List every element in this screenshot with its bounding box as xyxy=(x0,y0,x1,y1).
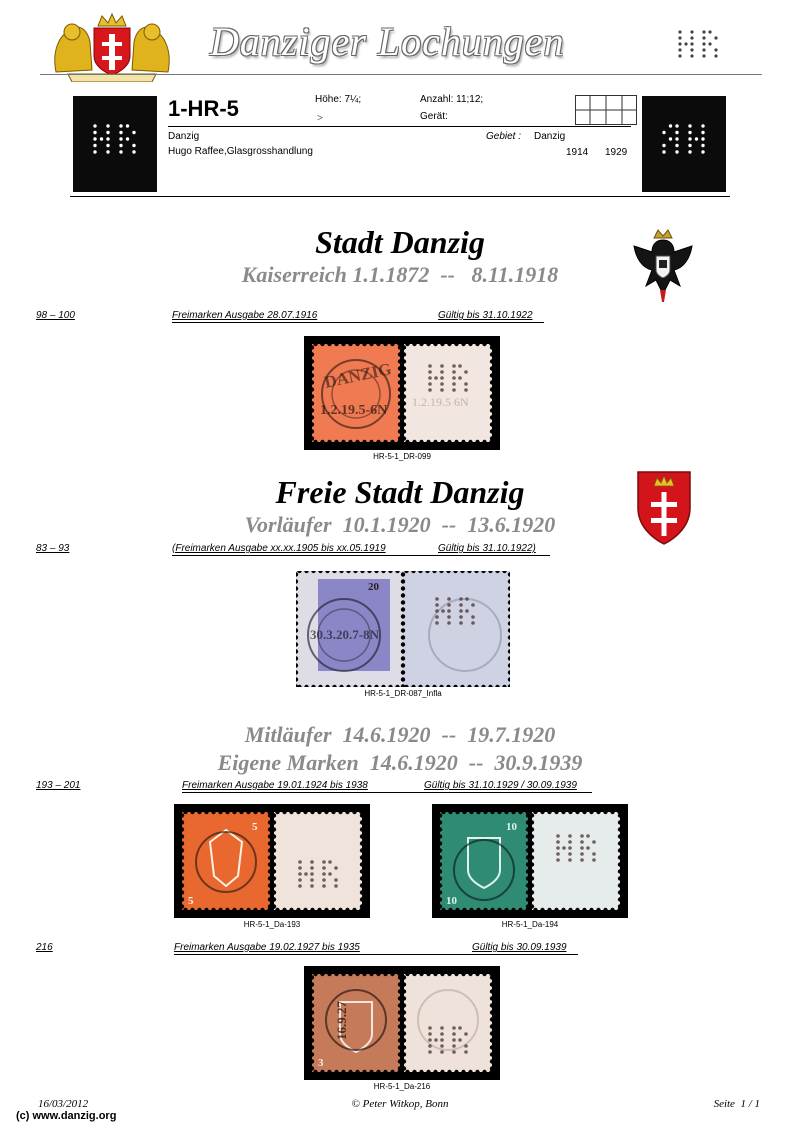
stamp-front-1 xyxy=(312,344,400,442)
stamp-pair-1 xyxy=(304,336,500,450)
stamp-pair-4 xyxy=(432,804,628,918)
stamp-back-1 xyxy=(404,344,492,442)
stamp-back-5 xyxy=(404,974,492,1072)
underline-3 xyxy=(182,792,592,793)
company-label: Hugo Raffee,Glasgrosshandlung xyxy=(168,146,313,157)
section-line-mitlaeufer: Mitläufer 14.6.1920 -- 19.7.1920 xyxy=(244,722,556,747)
catalog-range-4: 216 xyxy=(36,942,53,953)
issue-text-2: (Freimarken Ausgabe xx.xx.1905 bis xx.05.1919 xyxy=(172,543,386,554)
section-title-stadt: Stadt Danzig xyxy=(315,224,485,260)
issue-text-3: Freimarken Ausgabe 19.01.1924 bis 1938 xyxy=(182,780,368,791)
stamp-caption-5: HR-5-1_Da-216 xyxy=(373,1082,431,1091)
card-bottom-rule xyxy=(70,196,730,197)
svg-text:1.2.19.5-6N: 1.2.19.5-6N xyxy=(320,403,388,418)
footer-site: (c) www.danzig.org xyxy=(16,1110,117,1122)
stamp-caption-2: HR-5-1_DR-087_Infla xyxy=(364,689,442,698)
underline-4 xyxy=(174,954,578,955)
issue-text-1: Freimarken Ausgabe 28.07.1916 xyxy=(172,310,318,321)
section-subtitle-freie: Vorläufer 10.1.1920 -- 13.6.1920 xyxy=(244,512,556,537)
underline-1 xyxy=(172,322,544,323)
device-label: Gerät: xyxy=(420,111,448,122)
valid-text-2: Gültig bis 31.10.1922) xyxy=(438,543,536,554)
stamp-front-2 xyxy=(296,571,403,687)
arrow-marker: > xyxy=(317,113,323,124)
svg-text:5: 5 xyxy=(188,895,194,907)
svg-text:3: 3 xyxy=(318,1057,324,1069)
stamp-front-5 xyxy=(312,974,400,1072)
count-label: Anzahl: 11;12; xyxy=(420,94,484,105)
underline-2 xyxy=(172,555,550,556)
svg-text:30.3.20.7-8N: 30.3.20.7-8N xyxy=(310,627,379,642)
stamp-back-4 xyxy=(532,812,620,910)
perfin-image-front xyxy=(73,96,157,192)
region-value: Danzig xyxy=(534,131,566,142)
svg-text:16.9.27: 16.9.27 xyxy=(334,1001,349,1040)
year-from: 1914 xyxy=(566,147,589,158)
valid-text-1: Gültig bis 31.10.1922 xyxy=(438,310,533,321)
svg-text:10: 10 xyxy=(446,895,457,907)
valid-text-4: Gültig bis 30.09.1939 xyxy=(472,942,567,953)
stamp-caption-4: HR-5-1_Da-194 xyxy=(501,920,559,929)
card-divider xyxy=(168,126,631,127)
footer-author: © Peter Witkop, Bonn xyxy=(351,1098,449,1110)
stamp-caption-1: HR-5-1_DR-099 xyxy=(373,452,431,461)
section-subtitle-stadt: Kaiserreich 1.1.1872 -- 8.11.1918 xyxy=(241,262,559,287)
catalog-range-1: 98 – 100 xyxy=(36,310,75,321)
danzig-lions-crest xyxy=(48,12,176,82)
year-to: 1929 xyxy=(605,147,628,158)
svg-text:5: 5 xyxy=(252,821,258,833)
stamp-back-2 xyxy=(403,571,510,687)
footer-date: 16/03/2012 xyxy=(38,1098,89,1110)
perfin-grid-box xyxy=(575,95,637,125)
region-label: Gebiet : xyxy=(486,131,522,142)
danzig-shield-icon xyxy=(636,468,692,546)
valid-text-3: Gültig bis 31.10.1929 / 30.09.1939 xyxy=(424,780,577,791)
svg-text:10: 10 xyxy=(506,821,517,833)
footer-page: Seite 1 / 1 xyxy=(713,1098,760,1110)
catalog-range-3: 193 – 201 xyxy=(36,780,81,791)
perfin-mark-icon xyxy=(676,28,722,60)
stamp-front-3 xyxy=(182,812,270,910)
svg-text:1.2.19.5 6N: 1.2.19.5 6N xyxy=(412,395,469,409)
stamp-pair-2 xyxy=(296,571,510,687)
postmark-text-1: DANZIG xyxy=(322,359,394,392)
height-label: Höhe: 7¼; xyxy=(315,94,362,105)
city-label: Danzig xyxy=(168,131,200,142)
header-rule-left xyxy=(40,74,50,75)
section-title-freie: Freie Stadt Danzig xyxy=(275,474,525,510)
imperial-eagle-icon xyxy=(630,228,696,304)
catalog-range-2: 83 – 93 xyxy=(36,543,70,554)
stamp-front-4 xyxy=(440,812,528,910)
issue-text-4: Freimarken Ausgabe 19.02.1927 bis 1935 xyxy=(174,942,360,953)
page-title: Danziger Lochungen xyxy=(210,19,565,64)
stamp-pair-3 xyxy=(174,804,370,918)
stamp-pair-5 xyxy=(304,966,500,1080)
stamp-back-3 xyxy=(274,812,362,910)
stamp-value-2: 20 xyxy=(368,581,379,593)
section-line-eigene: Eigene Marken 14.6.1920 -- 30.9.1939 xyxy=(217,750,583,775)
header-rule xyxy=(50,74,762,75)
perfin-code: 1-HR-5 xyxy=(168,96,239,121)
stamp-caption-3: HR-5-1_Da-193 xyxy=(243,920,301,929)
perfin-image-back xyxy=(642,96,726,192)
